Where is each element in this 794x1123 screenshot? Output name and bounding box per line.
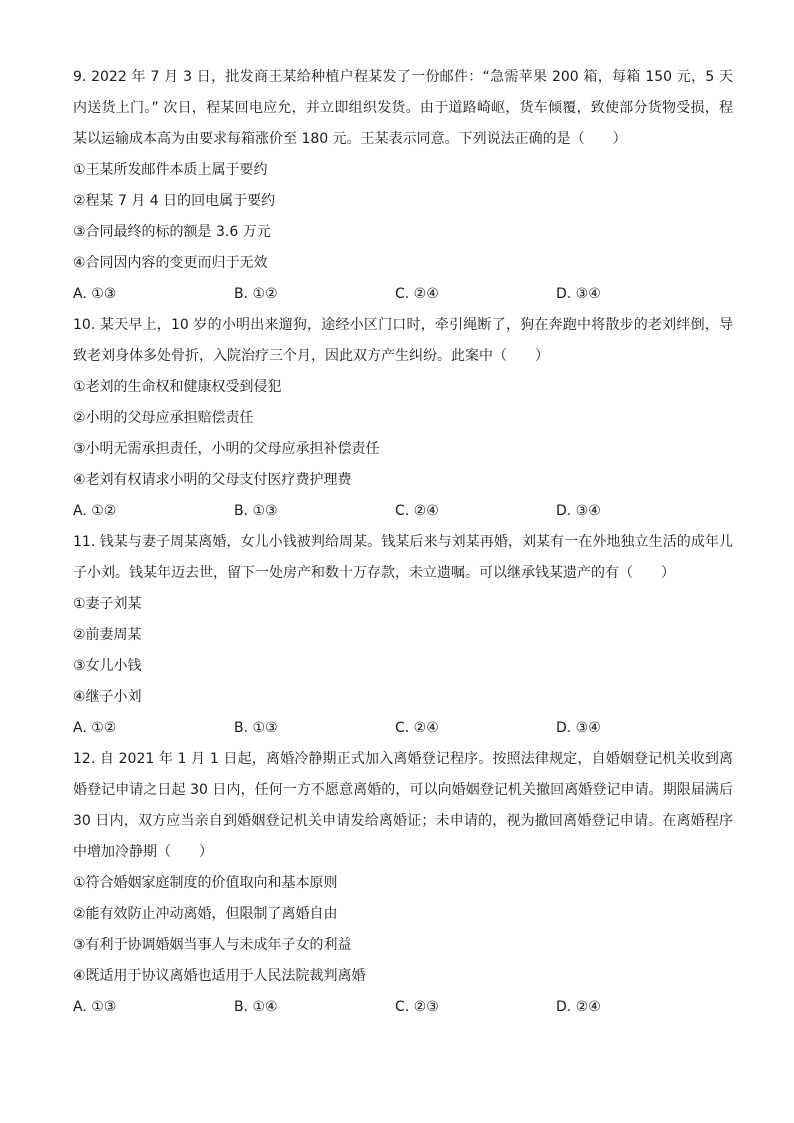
choice-c: C. ②④ (395, 720, 439, 736)
choice-a: A. ①② (73, 720, 117, 736)
statement-1: ①老刘的生命权和健康权受到侵犯 (73, 379, 282, 395)
statement-1: ①妻子刘某 (73, 596, 142, 612)
choice-b: B. ①④ (234, 999, 278, 1015)
statement-1: ①符合婚姻家庭制度的价值取向和基本原则 (73, 875, 338, 891)
question-11 (73, 527, 733, 744)
choice-a: A. ①② (73, 503, 117, 519)
choice-d: D. ②④ (556, 999, 601, 1015)
statement-4: ④老刘有权请求小明的父母支付医疗费护理费 (73, 472, 352, 488)
answer-choices (73, 279, 733, 310)
question-9 (73, 62, 733, 310)
choice-b: B. ①③ (234, 503, 278, 519)
answer-choices (73, 992, 733, 1023)
statement-2: ②能有效防止冲动离婚，但限制了离婚自由 (73, 906, 338, 922)
statement-2: ②程某 7 月 4 日的回电属于要约 (73, 193, 276, 209)
statement-3: ③女儿小钱 (73, 658, 142, 674)
statement-3: ③小明无需承担责任，小明的父母应承担补偿责任 (73, 441, 380, 457)
question-list (73, 62, 733, 1023)
question-stem: 12. 自 2021 年 1 月 1 日起，离婚冷静期正式加入离婚登记程序。按照法律规定，自婚姻登记机关收到离婚登记申请之日起 30 日内，任何一方不愿意离婚的，可以向婚姻登记机关撤回离婚登记申请。期限届满后 30 日内，双方应当亲自到婚姻登记机关申请发给离婚证；未申请的，视为撤回离婚登记申请。在离婚程序中增加冷静期（ ） (73, 751, 733, 860)
statement-1: ①王某所发邮件本质上属于要约 (73, 162, 268, 178)
choice-d: D. ③④ (556, 503, 601, 519)
choice-c: C. ②③ (395, 999, 439, 1015)
question-12 (73, 744, 733, 1023)
choice-a: A. ①③ (73, 286, 117, 302)
question-stem: 9. 2022 年 7 月 3 日，批发商王某给种植户程某发了一份邮件：“急需苹果 200 箱，每箱 150 元，5 天内送货上门。” 次日，程某回电应允，并立即组织发货。由于道路崎岖，货车倾覆，致使部分货物受损，程某以运输成本高为由要求每箱涨价至 180 元。王某表示同意。下列说法正确的是（ ） (73, 69, 733, 147)
question-stem: 10. 某天早上，10 岁的小明出来遛狗，途经小区门口时，牵引绳断了，狗在奔跑中将散步的老刘绊倒，导致老刘身体多处骨折，入院治疗三个月，因此双方产生纠纷。此案中（ ） (73, 317, 733, 364)
statement-4: ④既适用于协议离婚也适用于人民法院裁判离婚 (73, 968, 366, 984)
question-stem: 11. 钱某与妻子周某离婚，女儿小钱被判给周某。钱某后来与刘某再婚，刘某有一在外地独立生活的成年儿子小刘。钱某年迈去世，留下一处房产和数十万存款，未立遗嘱。可以继承钱某遗产的有（ ） (73, 534, 733, 581)
statement-4: ④继子小刘 (73, 689, 142, 705)
statement-3: ③有利于协调婚姻当事人与未成年子女的利益 (73, 937, 352, 953)
statement-4: ④合同因内容的变更而归于无效 (73, 255, 268, 271)
statement-2: ②小明的父母应承担赔偿责任 (73, 410, 254, 426)
choice-c: C. ②④ (395, 286, 439, 302)
answer-choices (73, 496, 733, 527)
statement-2: ②前妻周某 (73, 627, 142, 643)
choice-c: C. ②④ (395, 503, 439, 519)
choice-d: D. ③④ (556, 286, 601, 302)
statement-3: ③合同最终的标的额是 3.6 万元 (73, 224, 271, 240)
choice-b: B. ①② (234, 286, 278, 302)
answer-choices (73, 713, 733, 744)
question-10 (73, 310, 733, 527)
choice-a: A. ①③ (73, 999, 117, 1015)
choice-b: B. ①③ (234, 720, 278, 736)
choice-d: D. ③④ (556, 720, 601, 736)
